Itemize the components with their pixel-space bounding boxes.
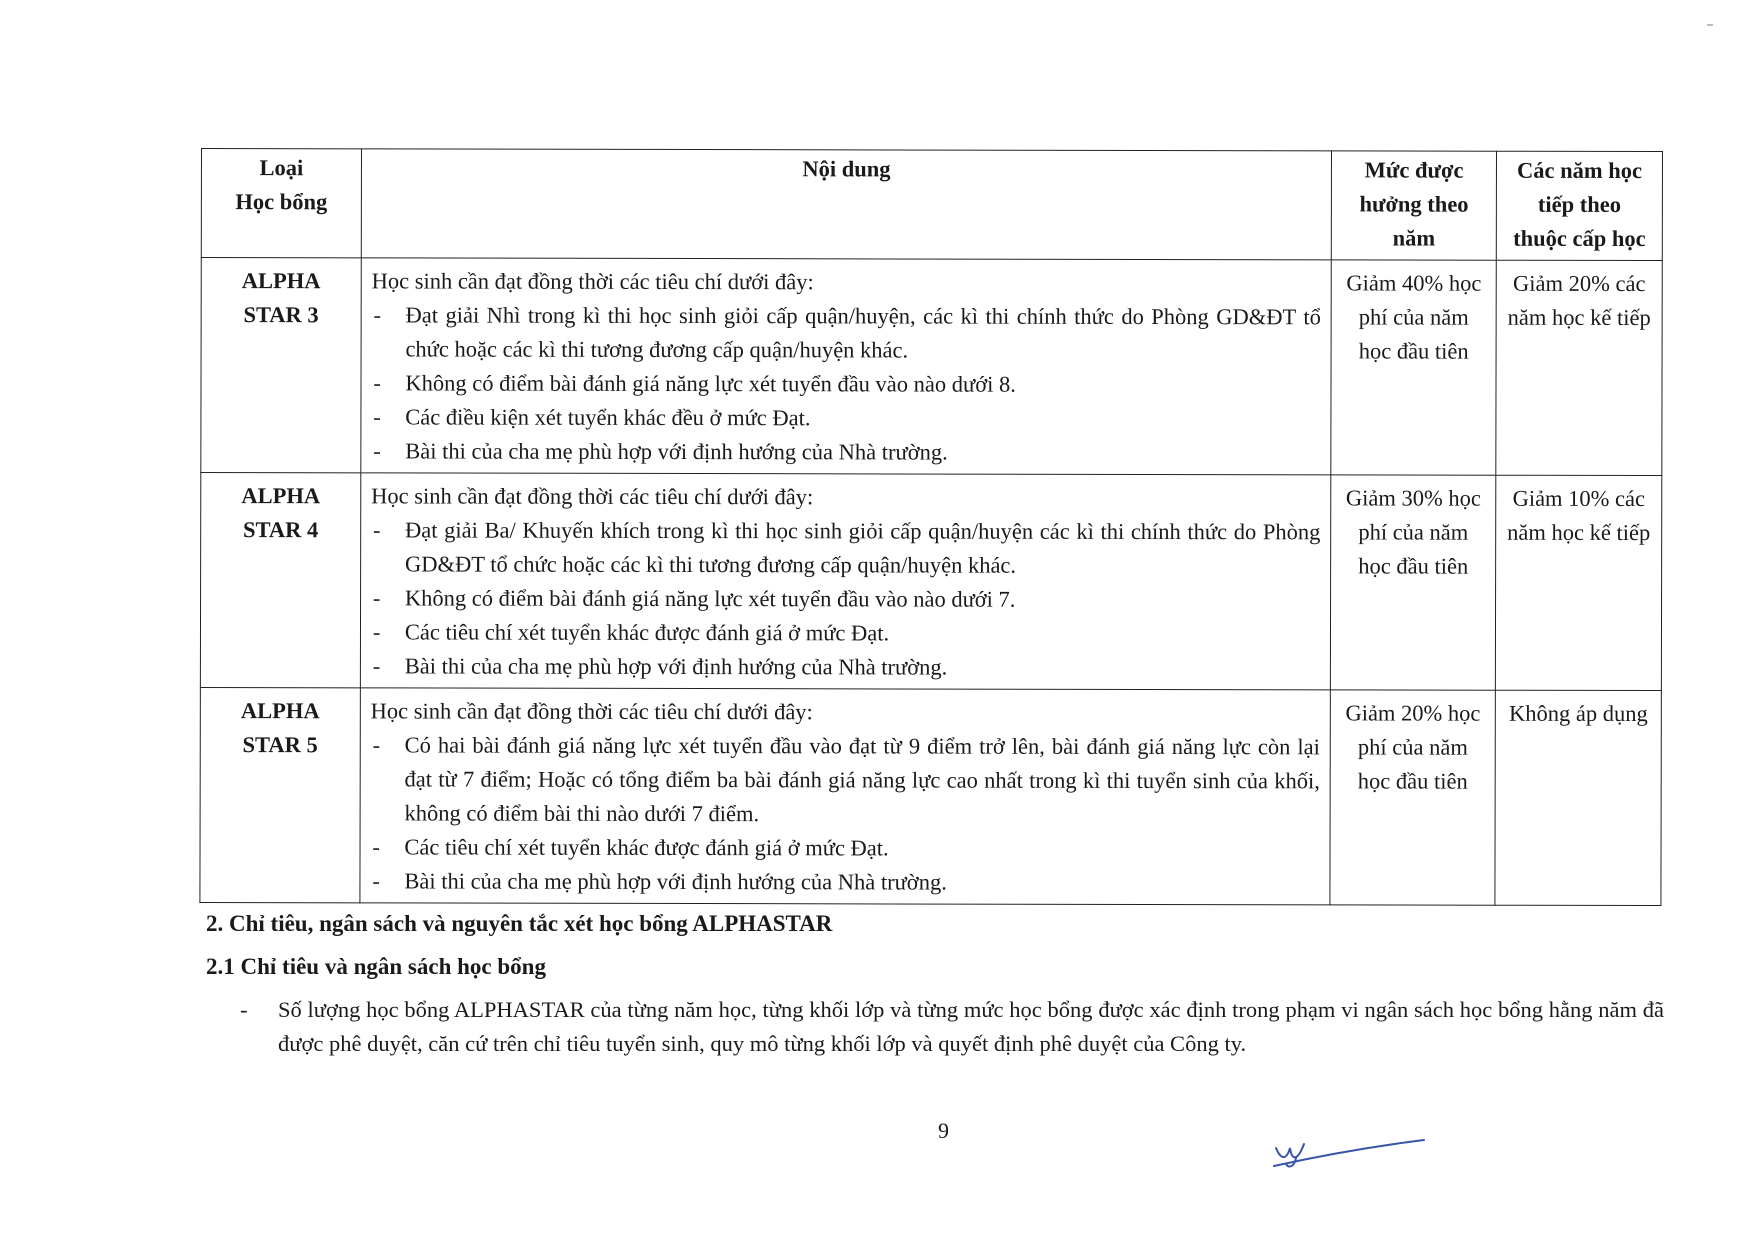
header-line: thuộc cấp học: [1513, 225, 1646, 252]
type-line: STAR 4: [242, 517, 319, 543]
benefit-level-cell: Giảm 30% học phí của năm học đầu tiên: [1331, 475, 1496, 690]
criteria-item: - Đạt giải Nhì trong kì thi học sinh giỏi cấp quận/huyện, các kì thi chính thức do Phòng GD&ĐT tổ chức hoặc các kì thi tương đương cấp quận/huyện khác.: [371, 298, 1320, 368]
header-line: Loại: [259, 155, 304, 181]
type-line: ALPHA: [241, 483, 321, 509]
benefit-level-cell: Giảm 40% học phí của năm học đầu tiên: [1331, 260, 1496, 475]
type-line: ALPHA: [241, 268, 321, 294]
benefit-level-cell: Giảm 20% học phí của năm học đầu tiên: [1330, 690, 1495, 905]
table-row: [200, 473, 1661, 691]
header-line: năm: [1392, 225, 1436, 251]
criteria-list: [371, 513, 1321, 685]
page-number: 9: [938, 1118, 949, 1143]
criteria-item: - Đạt giải Ba/ Khuyến khích trong kì thi học sinh giỏi cấp quận/huyện các kì thi chính thức do Phòng GD&ĐT tổ chức hoặc các kì thi tương đương cấp quận/huyện khác.: [371, 513, 1320, 583]
scholarship-type-cell: [200, 473, 360, 688]
criteria-item: - Các tiêu chí xét tuyển khác được đánh giá ở mức Đạt.: [371, 615, 1320, 651]
scholarship-type-cell: [200, 687, 360, 902]
criteria-item: - Bài thi của cha mẹ phù hợp với định hướng của Nhà trường.: [370, 864, 1319, 900]
header-content: Nội dung: [361, 149, 1332, 260]
header-line: Học bổng: [235, 189, 328, 215]
next-years-cell: Giảm 10% các năm học kế tiếp: [1495, 475, 1661, 690]
criteria-intro: Học sinh cần đạt đồng thời các tiêu chí dưới đây:: [371, 268, 814, 295]
header-line: Các năm học: [1516, 157, 1643, 184]
header-scholarship-type: [201, 149, 361, 258]
scan-artifact: [1707, 24, 1713, 26]
table-row: [200, 687, 1661, 905]
section-heading: 2. Chỉ tiêu, ngân sách và nguyên tắc xét học bổng ALPHASTAR: [206, 911, 833, 936]
criteria-intro: Học sinh cần đạt đồng thời các tiêu chí dưới đây:: [370, 698, 813, 725]
bullet-paragraph: [240, 993, 1664, 1061]
header-next-years: [1496, 151, 1662, 260]
criteria-list: [370, 728, 1320, 900]
type-line: ALPHA: [240, 698, 320, 724]
subsection-heading: 2.1 Chỉ tiêu và ngân sách học bổng: [206, 954, 546, 979]
criteria-item: - Không có điểm bài đánh giá năng lực xét tuyển đầu vào nào dưới 7.: [371, 581, 1320, 617]
type-line: STAR 5: [242, 732, 318, 758]
criteria-list: [371, 298, 1321, 470]
criteria-item: - Có hai bài đánh giá năng lực xét tuyển đầu vào đạt từ 9 điểm trở lên, bài đánh giá năng lực còn lại đạt từ 7 điểm; Hoặc có tổng điểm ba bài đánh giá năng lực cao nhất trong kì thi tuyển sinh của khối, không có điểm bài thi nào dưới 7 điểm.: [370, 728, 1320, 832]
criteria-item: - Các điều kiện xét tuyển khác đều ở mức Đạt.: [371, 400, 1320, 436]
table-header-row: [201, 149, 1662, 261]
criteria-intro: Học sinh cần đạt đồng thời các tiêu chí dưới đây:: [371, 483, 814, 510]
criteria-item: - Bài thi của cha mẹ phù hợp với định hướng của Nhà trường.: [371, 649, 1320, 685]
criteria-item: - Bài thi của cha mẹ phù hợp với định hướng của Nhà trường.: [371, 434, 1320, 470]
criteria-item: - Không có điểm bài đánh giá năng lực xét tuyển đầu vào nào dưới 8.: [371, 366, 1320, 402]
header-benefit-level: [1331, 151, 1496, 260]
header-line: tiếp theo: [1537, 191, 1622, 217]
header-line: hưởng theo: [1359, 191, 1469, 217]
table-row: [201, 258, 1662, 476]
header-line: Mức được: [1364, 157, 1464, 183]
criteria-item: - Các tiêu chí xét tuyển khác được đánh giá ở mức Đạt.: [370, 830, 1319, 866]
next-years-cell: Giảm 20% các năm học kế tiếp: [1496, 260, 1662, 475]
content-cell: [360, 688, 1331, 905]
scholarship-table: [199, 148, 1663, 906]
scholarship-type-cell: [201, 258, 361, 473]
content-cell: [360, 473, 1331, 690]
bullet-text: Số lượng học bổng ALPHASTAR của từng năm học, từng khối lớp và từng mức học bổng được xác định trong phạm vi ngân sách học bổng hằng năm đã được phê duyệt, căn cứ trên chỉ tiêu tuyển sinh, quy mô từng khối lớp và quyết định phê duyệt của Công ty.: [278, 997, 1664, 1056]
signature-mark: [1270, 1118, 1430, 1178]
bullet-dash: -: [240, 997, 248, 1022]
type-line: STAR 3: [243, 302, 319, 328]
next-years-cell: Không áp dụng: [1495, 690, 1661, 905]
content-cell: [361, 258, 1332, 475]
